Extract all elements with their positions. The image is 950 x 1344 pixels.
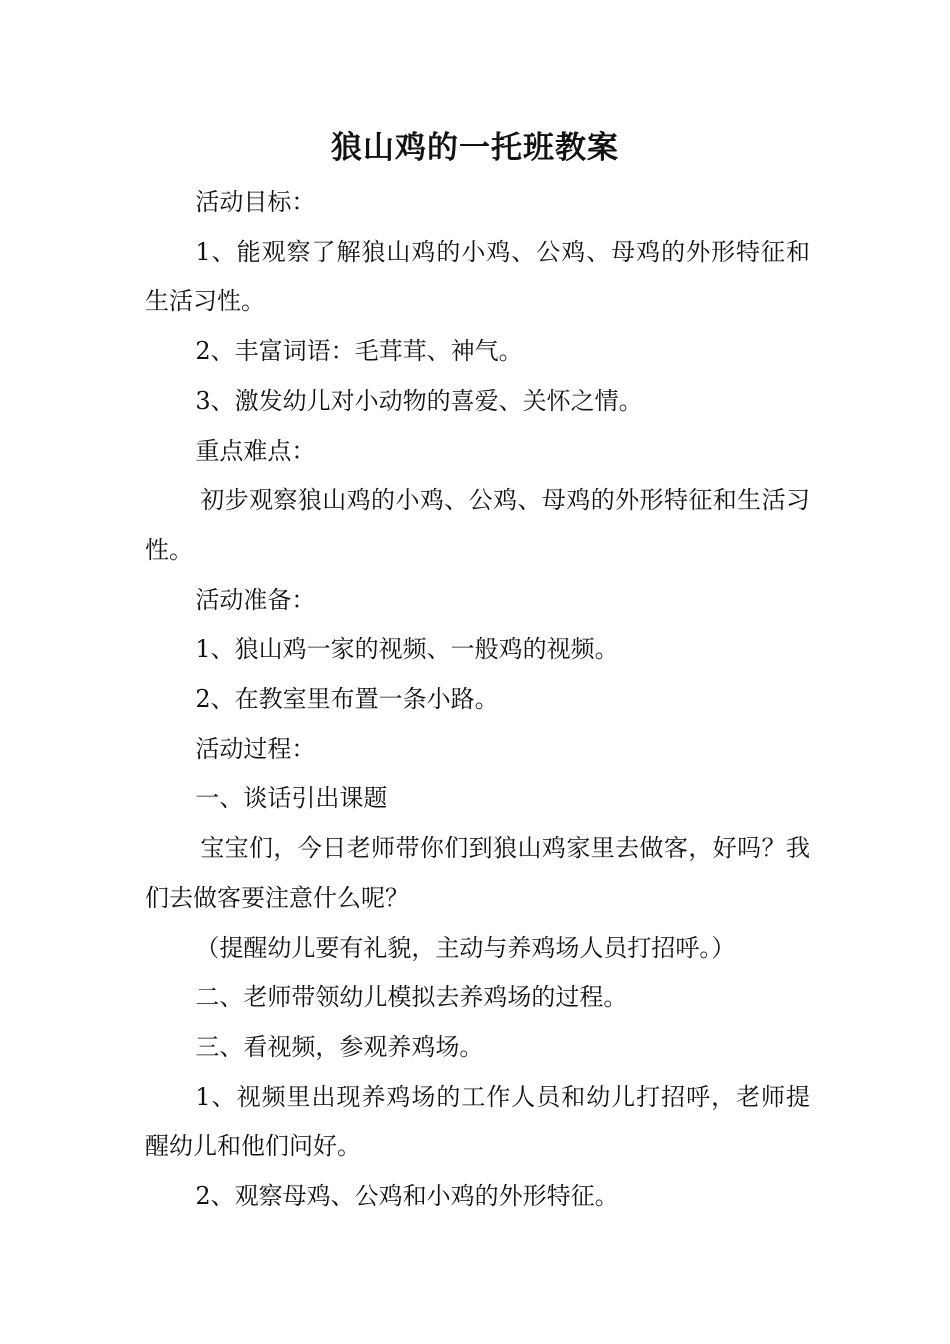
paragraph-section-heading: 重点难点： — [195, 436, 316, 465]
paragraph-section-heading: 活动目标： — [195, 188, 316, 216]
paragraph: 二、老师带领幼儿模拟去养鸡场的过程。 — [195, 983, 628, 1012]
paragraph: 宝宝们，今日老师带你们到狼山鸡家里去做客，好吗？我们去做客要注意什么呢？ — [145, 834, 810, 912]
paragraph: （提醒幼儿要有礼貌，主动与养鸡场人员打招呼。） — [195, 933, 736, 962]
paragraph: 一、谈话引出课题 — [195, 784, 388, 813]
paragraph: 1、能观察了解狼山鸡的小鸡、公鸡、母鸡的外形特征和生活习性。 — [145, 237, 810, 316]
document-body — [145, 178, 810, 1222]
paragraph-section-heading: 活动准备： — [195, 585, 316, 614]
paragraph: 2、在教室里布置一条小路。 — [195, 685, 499, 714]
paragraph: 2、观察母鸡、公鸡和小鸡的外形特征。 — [195, 1182, 619, 1211]
paragraph: 初步观察狼山鸡的小鸡、公鸡、母鸡的外形特征和生活习性。 — [145, 486, 810, 564]
paragraph: 三、看视频，参观养鸡场。 — [195, 1032, 484, 1061]
paragraph-section-heading: 活动过程： — [195, 734, 316, 763]
paragraph: 2、丰富词语：毛茸茸、神气。 — [195, 337, 523, 366]
paragraph: 3、激发幼儿对小动物的喜爱、关怀之情。 — [195, 386, 643, 415]
document-title: 狼山鸡的一托班教案 — [331, 130, 619, 166]
paragraph: 1、视频里出现养鸡场的工作人员和幼儿打招呼，老师提醒幼儿和他们问好。 — [145, 1082, 810, 1161]
paragraph: 1、狼山鸡一家的视频、一般鸡的视频。 — [195, 635, 619, 664]
